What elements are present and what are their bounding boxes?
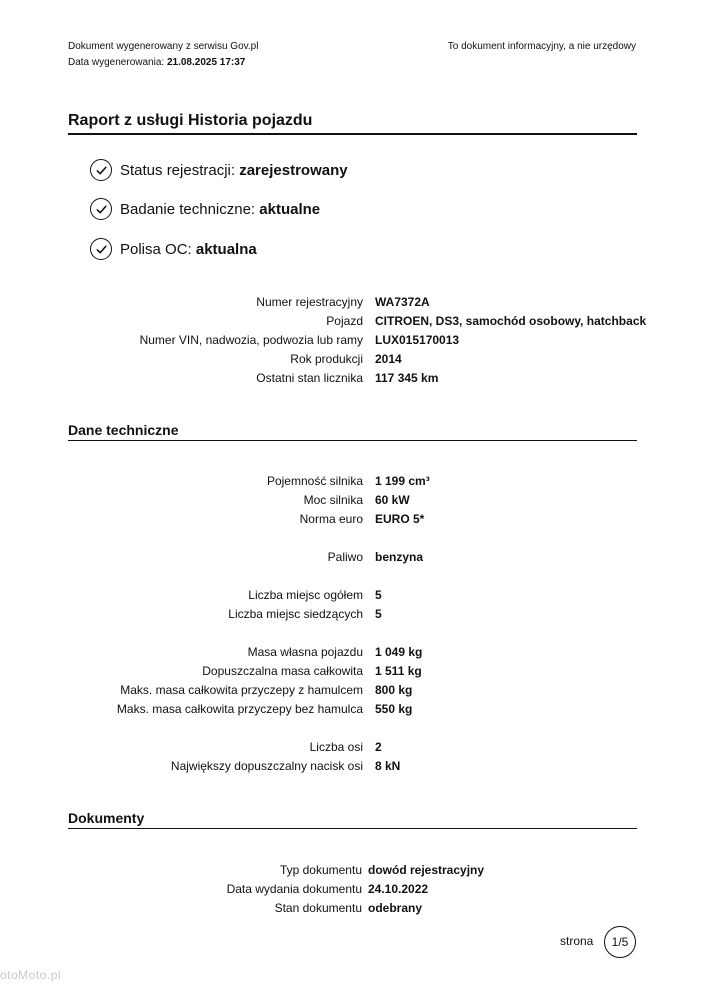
report-title: Raport z usługi Historia pojazdu (68, 112, 313, 129)
spec-row (0, 510, 707, 528)
document-row (0, 861, 707, 879)
info-label: Rok produkcji (290, 352, 363, 366)
info-value: LUX015170013 (375, 333, 460, 347)
spec-value: 5 (375, 607, 382, 621)
spec-row (0, 605, 707, 623)
spec-label: Maks. masa całkowita przyczepy z hamulcem (120, 683, 363, 697)
document-row (0, 880, 707, 898)
spec-label: Norma euro (299, 512, 363, 526)
spec-value: 1 049 kg (375, 645, 423, 659)
info-label: Pojazd (326, 314, 363, 328)
status-value: aktualna (195, 240, 257, 258)
page-number: 1/5 (604, 926, 636, 958)
generated-source: Dokument wygenerowany z serwisu Gov.pl (68, 41, 259, 52)
section-title-technical: Dane techniczne (68, 422, 179, 438)
spec-value: benzyna (375, 550, 424, 564)
check-circle-icon (90, 159, 112, 181)
info-label: Numer rejestracyjny (256, 295, 363, 309)
spec-label: Maks. masa całkowita przyczepy bez hamulca (116, 702, 363, 716)
status-value: aktualne (259, 200, 321, 218)
spec-row (0, 491, 707, 509)
spec-label: Dopuszczalna masa całkowita (202, 664, 363, 678)
document-label: Stan dokumentu (274, 901, 362, 915)
section-divider (68, 828, 637, 829)
spec-label: Liczba miejsc ogółem (248, 588, 363, 602)
status-insurance (90, 237, 257, 261)
spec-value: 1 511 kg (375, 664, 422, 678)
disclaimer: To dokument informacyjny, a nie urzędowy (447, 41, 636, 52)
info-value: CITROEN, DS3, samochód osobowy, hatchback (375, 314, 647, 328)
document-label: Typ dokumentu (279, 863, 362, 877)
document-row (0, 899, 707, 917)
section-divider (68, 440, 637, 441)
info-label: Numer VIN, nadwozia, podwozia lub ramy (139, 333, 363, 347)
spec-row (0, 700, 707, 718)
spec-row (0, 662, 707, 680)
check-circle-icon (90, 238, 112, 260)
status-inspection (90, 197, 320, 221)
info-value: 117 345 km (375, 371, 439, 385)
info-row (0, 293, 707, 311)
spec-label: Masa własna pojazdu (247, 645, 363, 659)
spec-label: Największy dopuszczalny nacisk osi (170, 759, 363, 773)
title-divider (68, 133, 637, 135)
info-label: Ostatni stan licznika (256, 371, 363, 385)
generation-date (68, 56, 245, 69)
spec-value: 2 (375, 740, 382, 754)
document-value: dowód rejestracyjny (368, 863, 485, 877)
generation-date-value: 21.08.2025 17:37 (166, 57, 246, 68)
status-registration (90, 158, 348, 182)
spec-row (0, 681, 707, 699)
spec-value: EURO 5* (375, 512, 425, 526)
document-value: odebrany (368, 901, 423, 915)
spec-value: 800 kg (375, 683, 413, 697)
spec-row (0, 586, 707, 604)
watermark-logo: otoMoto.pl (0, 968, 62, 982)
spec-value: 8 kN (375, 759, 401, 773)
spec-value: 1 199 cm³ (375, 474, 430, 488)
spec-label: Moc silnika (303, 493, 363, 507)
spec-row (0, 548, 707, 566)
check-circle-icon (90, 198, 112, 220)
spec-row (0, 643, 707, 661)
spec-value: 550 kg (375, 702, 413, 716)
document-label: Data wydania dokumentu (226, 882, 362, 896)
info-value: 2014 (375, 352, 402, 366)
info-row (0, 312, 707, 330)
info-row (0, 369, 707, 387)
spec-row (0, 757, 707, 775)
spec-value: 60 kW (375, 493, 410, 507)
status-value: zarejestrowany (239, 161, 348, 179)
spec-row (0, 472, 707, 490)
status-label: Polisa OC: (120, 240, 192, 258)
spec-value: 5 (375, 588, 382, 602)
spec-label: Pojemność silnika (266, 474, 363, 488)
info-row (0, 350, 707, 368)
spec-row (0, 738, 707, 756)
document-value: 24.10.2022 (368, 882, 429, 896)
status-label: Badanie techniczne: (120, 200, 256, 218)
spec-label: Liczba osi (309, 740, 363, 754)
info-value: WA7372A (375, 295, 430, 309)
info-row (0, 331, 707, 349)
section-title-documents: Dokumenty (68, 810, 145, 826)
page-label: strona (560, 934, 594, 948)
status-label: Status rejestracji: (120, 161, 236, 179)
spec-label: Liczba miejsc siedzących (228, 607, 363, 621)
spec-label: Paliwo (327, 550, 363, 564)
generation-date-label: Data wygenerowania: (68, 57, 167, 68)
